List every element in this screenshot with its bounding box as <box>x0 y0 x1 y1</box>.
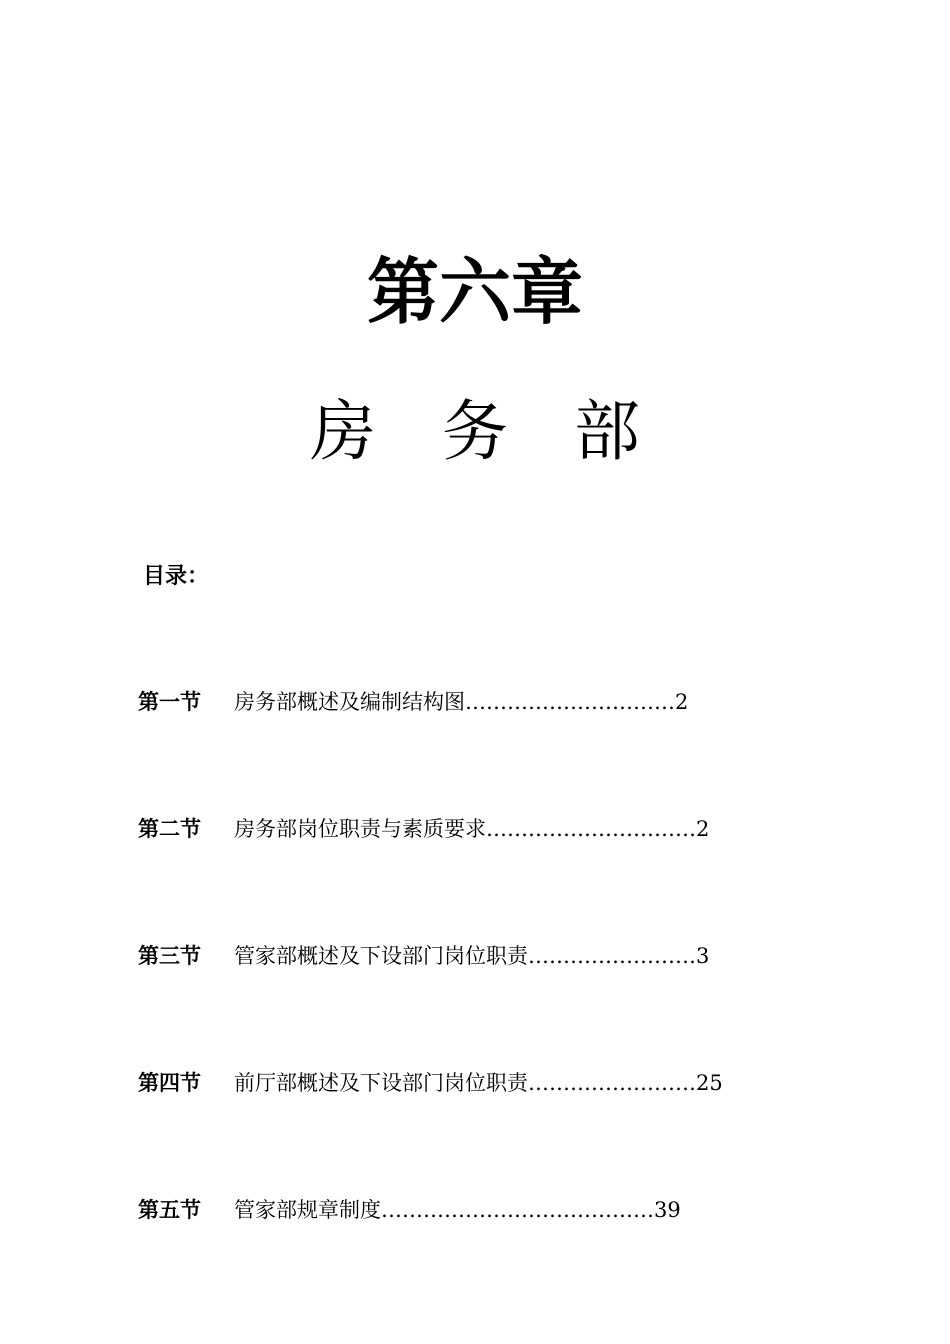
toc-page-number: 3 <box>696 944 710 968</box>
toc-section-title: 房务部概述及编制结构图 <box>234 690 465 714</box>
toc-page-number: 2 <box>696 817 710 841</box>
toc-entry[interactable] <box>138 938 818 1065</box>
toc-heading: 目录： <box>143 563 210 589</box>
department-title-char: 房 <box>310 393 376 470</box>
department-title-char: 部 <box>574 393 640 470</box>
toc-section-number: 第二节 <box>138 816 201 841</box>
toc-dot-leader: ………………………… <box>465 690 675 714</box>
toc-section-title: 管家部概述及下设部门岗位职责 <box>234 944 528 968</box>
toc-entry[interactable] <box>138 811 818 938</box>
toc-section-number: 第四节 <box>138 1070 201 1095</box>
toc-section-number: 第五节 <box>138 1197 201 1222</box>
toc-entry[interactable] <box>138 684 818 811</box>
toc-section-title: 房务部岗位职责与素质要求 <box>234 817 486 841</box>
toc-dot-leader: ………………………………… <box>381 1198 654 1222</box>
toc-dot-leader: …………………… <box>528 1071 696 1095</box>
toc-dot-leader: …………………… <box>528 944 696 968</box>
toc-section-number: 第三节 <box>138 943 201 968</box>
toc-page-number: 2 <box>675 690 689 714</box>
toc-section-title: 前厅部概述及下设部门岗位职责 <box>234 1071 528 1095</box>
toc-page-number: 25 <box>696 1071 723 1095</box>
toc-page-number: 39 <box>654 1198 681 1222</box>
toc-section-title: 管家部规章制度 <box>234 1198 381 1222</box>
table-of-contents <box>138 684 818 1319</box>
chapter-title: 第六章 <box>366 250 583 334</box>
department-title <box>0 392 950 472</box>
toc-dot-leader: ………………………… <box>486 817 696 841</box>
toc-entry[interactable] <box>138 1192 818 1319</box>
toc-section-number: 第一节 <box>138 689 201 714</box>
department-title-char: 务 <box>442 393 508 470</box>
toc-entry[interactable] <box>138 1065 818 1192</box>
